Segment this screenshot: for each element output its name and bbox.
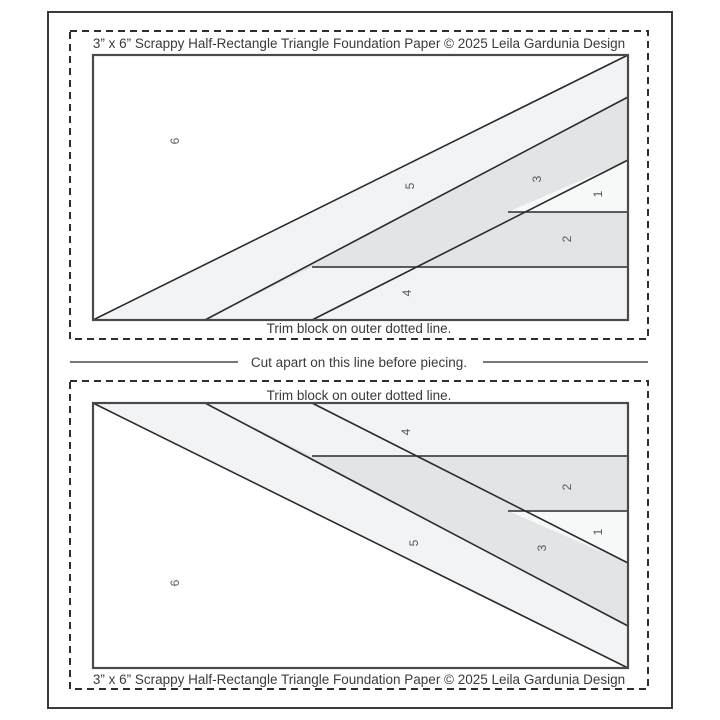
bottom-block-title: 3” x 6” Scrappy Half-Rectangle Triangle Foundation Paper © 2025 Leila Gardunia Design [92,672,626,687]
bottom-region-6-number: 6 [168,579,182,587]
bottom-block [70,381,648,689]
top-region-2-number: 2 [560,235,574,243]
bottom-block-trim-caption: Trim block on outer dotted line. [266,388,452,403]
bottom-region-3-number: 3 [535,544,549,552]
cut-apart-label: Cut apart on this line before piecing. [250,355,468,370]
top-region-6-number: 6 [168,137,182,145]
top-region-3-number: 3 [530,175,544,183]
bottom-region-4-number: 4 [399,428,413,436]
top-block-trim-caption: Trim block on outer dotted line. [266,321,452,336]
cut-apart-separator [70,355,648,370]
top-block-title: 3” x 6” Scrappy Half-Rectangle Triangle Foundation Paper © 2025 Leila Gardunia Design [92,36,626,51]
top-region-1-number: 1 [591,190,605,198]
bottom-region-1-number: 1 [591,528,605,536]
top-region-5-number: 5 [403,182,417,190]
bottom-region-2-number: 2 [560,483,574,491]
top-block [70,31,648,339]
bottom-region-5-number: 5 [407,539,421,547]
top-region-4-number: 4 [400,289,414,297]
